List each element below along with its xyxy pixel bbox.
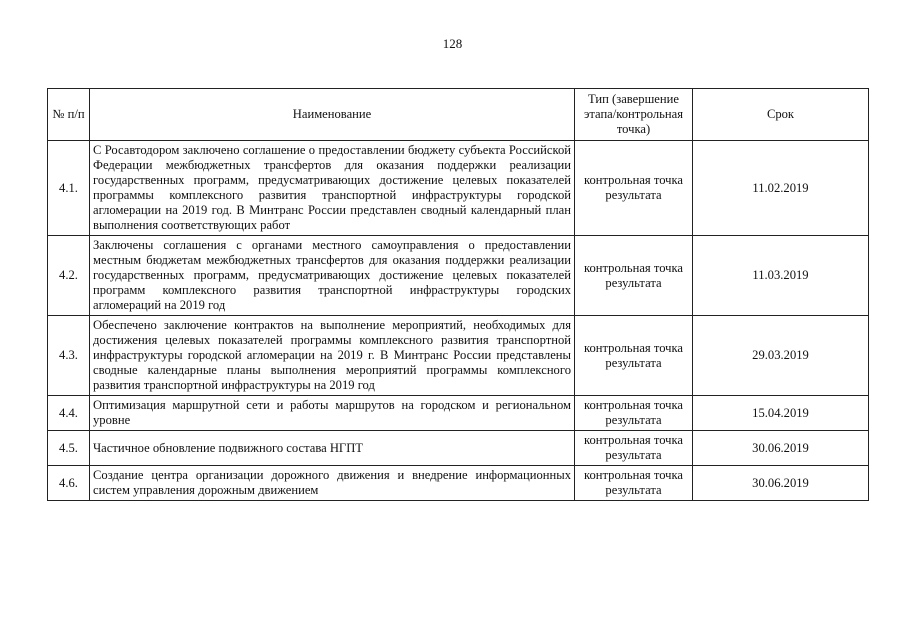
table-row [48, 141, 869, 236]
page-number: 128 [442, 36, 463, 51]
row-number: 4.3. [48, 316, 90, 396]
row-number: 4.5. [48, 431, 90, 466]
header-num: № п/п [48, 89, 90, 141]
table-row [48, 466, 869, 501]
row-name: Обеспечено заключение контрактов на выполнение мероприятий, необходимых для достижения целевых показателей программы комплексного развития транспортной инфраструктуры городской агломерации на 2019 г. В Минтранс России представлены сводные календарные планы выполнения мероприятий программы комплексного развития транспортной инфраструктуры на 2019 год [90, 316, 575, 396]
row-date: 11.03.2019 [693, 236, 869, 316]
row-type: контрольная точка результата [575, 396, 693, 431]
row-type: контрольная точка результата [575, 141, 693, 236]
header-type: Тип (завершение этапа/контрольная точка) [575, 89, 693, 141]
row-date: 30.06.2019 [693, 431, 869, 466]
header-name: Наименование [90, 89, 575, 141]
row-name: Оптимизация маршрутной сети и работы маршрутов на городском и региональном уровне [90, 396, 575, 431]
row-name: Заключены соглашения с органами местного самоуправления о предоставлении местным бюджетам межбюджетных трансфертов для оказания поддержки реализации государственных программ, предусматривающих достижение целевых показателей программ комплексного развития транспортной инфраструктуры городских агломераций на 2019 год [90, 236, 575, 316]
row-name: С Росавтодором заключено соглашение о предоставлении бюджету субъекта Российской Федерации межбюджетных трансфертов для оказания поддержки реализации государственных программ, предусматривающих достижение целевых показателей программы комплексного развития транспортной инфраструктуры городской агломерации на 2019 год. В Минтранс России представлен сводный календарный план выполнения соответствующих работ [90, 141, 575, 236]
row-type: контрольная точка результата [575, 431, 693, 466]
row-name: Создание центра организации дорожного движения и внедрение информационных систем управления дорожным движением [90, 466, 575, 501]
table-header-row [48, 89, 869, 141]
row-date: 29.03.2019 [693, 316, 869, 396]
row-number: 4.4. [48, 396, 90, 431]
table-row [48, 396, 869, 431]
row-type: контрольная точка результата [575, 236, 693, 316]
row-number: 4.6. [48, 466, 90, 501]
header-date: Срок [693, 89, 869, 141]
row-type: контрольная точка результата [575, 466, 693, 501]
control-points-table [47, 88, 869, 501]
table-row [48, 316, 869, 396]
table-row [48, 431, 869, 466]
row-number: 4.2. [48, 236, 90, 316]
row-date: 30.06.2019 [693, 466, 869, 501]
row-name: Частичное обновление подвижного состава НГПТ [90, 431, 575, 466]
table-row [48, 236, 869, 316]
row-number: 4.1. [48, 141, 90, 236]
row-date: 11.02.2019 [693, 141, 869, 236]
row-type: контрольная точка результата [575, 316, 693, 396]
row-date: 15.04.2019 [693, 396, 869, 431]
